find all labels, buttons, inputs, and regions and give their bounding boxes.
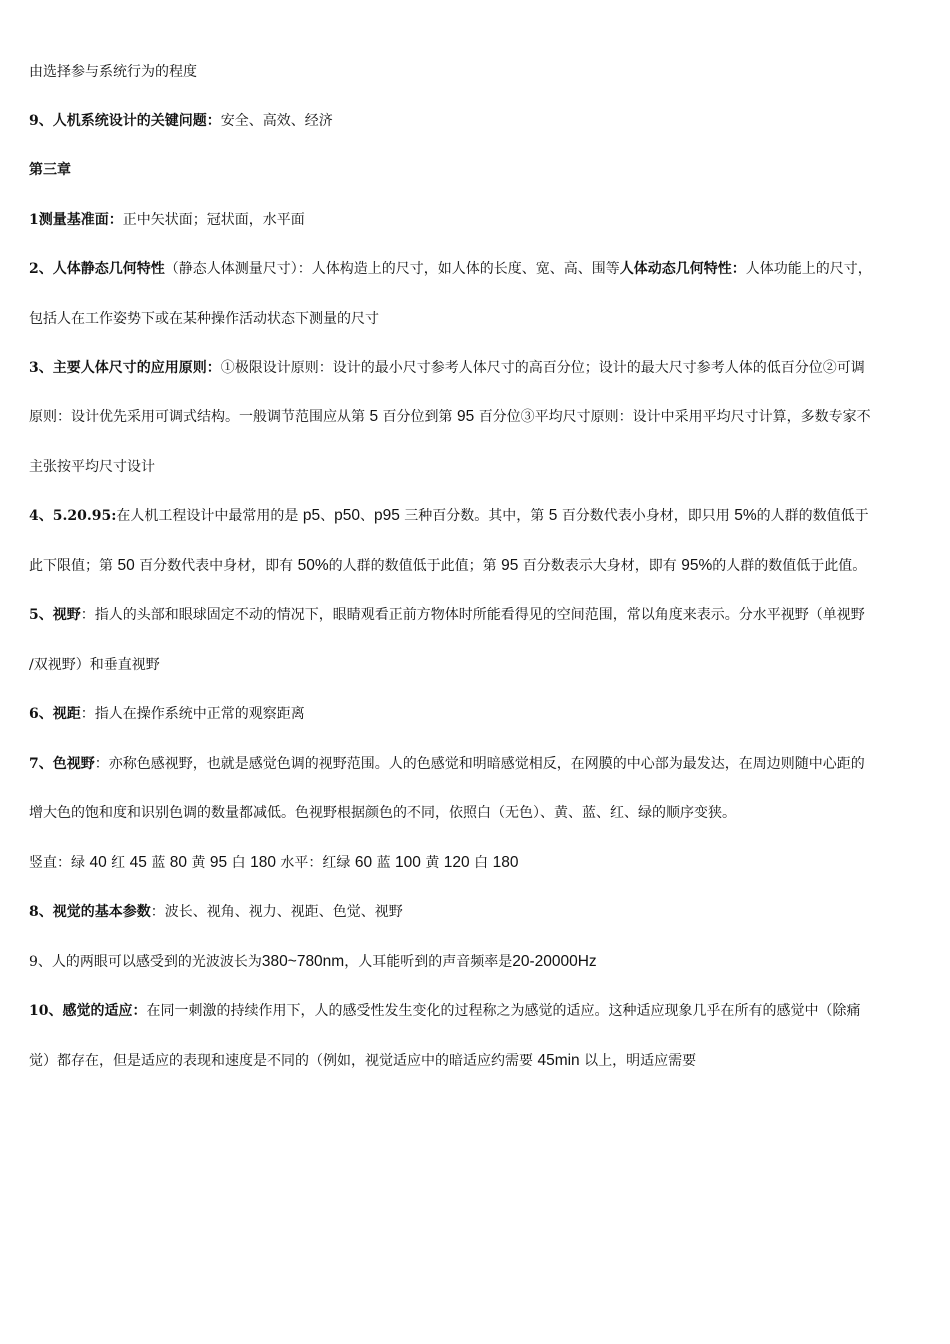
text-segment: 百分位到第 xyxy=(382,409,453,425)
heading-label: 4、5.20.95: xyxy=(29,508,117,524)
heading-label: 7、色视野 xyxy=(29,756,95,772)
text-segment: ：指人在操作系统中正常的观察距离 xyxy=(80,706,305,722)
number-value: 95% xyxy=(681,557,713,574)
text-segment: 在同一刺激的持续作用下，人的感受性发生变化的过程称之为感觉的适应。这种适应现象几乎在所有的感觉中（除痛 xyxy=(146,1003,861,1019)
text-segment: 增大色的饱和度和识别色调的数量都减低。色视野根据颜色的不同，依照白（无色）、黄、蓝、红、绿的顺序变狭。 xyxy=(29,805,736,821)
text-segment: 黄 xyxy=(191,855,206,871)
text-line xyxy=(29,754,929,774)
heading-label: 8、视觉的基本参数 xyxy=(29,904,151,920)
text-line xyxy=(29,952,929,972)
text-segment: ，人耳能听到的声音频率是 xyxy=(344,954,513,970)
number-value: 95 xyxy=(501,557,519,574)
text-segment: 人体功能上的尺寸， xyxy=(745,261,872,277)
number-value: 380~780nm xyxy=(261,953,345,970)
number-value: 80 xyxy=(169,854,188,871)
number-value: 40 xyxy=(89,854,107,871)
text-segment: ：波长、视角、视力、视距、色觉、视野 xyxy=(150,904,403,920)
number-value: 95 xyxy=(456,408,475,425)
text-segment: 由选择参与系统行为的程度 xyxy=(29,64,197,80)
heading-label: 2、人体静态几何特性 xyxy=(29,261,165,277)
number-value: 50 xyxy=(117,557,135,574)
number-value: 5% xyxy=(734,507,757,524)
heading-label: 9、人机系统设计的关键问题： xyxy=(29,113,221,129)
text-segment: 百分位③平均尺寸原则：设计中采用平均尺寸计算，多数专家不 xyxy=(478,409,871,425)
text-segment: 觉）都存在，但是适应的表现和速度是不同的（例如，视觉适应中的暗适应约需要 xyxy=(29,1053,533,1069)
text-segment: 百分数代表小身材，即只用 xyxy=(561,508,730,524)
text-segment: 此下限值；第 xyxy=(29,558,113,574)
text-line xyxy=(29,210,929,230)
number-value: 180 xyxy=(492,854,519,871)
text-line xyxy=(29,902,929,922)
text-segment: 百分数代表中身材，即有 xyxy=(139,558,294,574)
chapter-heading xyxy=(29,160,929,180)
text-segment: 百分数表示大身材，即有 xyxy=(522,558,677,574)
text-segment: 的人群的数值低于此值。 xyxy=(712,558,867,574)
text-segment: ：亦称色感视野，也就是感觉色调的视野范围。人的色感觉和明暗感觉相反，在网膜的中心部为最发达，在周边则随中心距的 xyxy=(94,756,865,772)
number-value: 50% xyxy=(297,557,329,574)
text-segment: 白 xyxy=(231,855,246,871)
number-value: p5 xyxy=(302,507,321,524)
text-segment: ：指人的头部和眼球固定不动的情况下，眼睛观看正前方物体时所能看得见的空间范围，常以角度来表示。分水平视野（单视野 xyxy=(80,607,865,623)
text-segment: 9、人的两眼可以感受到的光波波长为 xyxy=(29,954,262,970)
text-segment: 竖直：绿 xyxy=(29,855,85,871)
text-line xyxy=(29,803,929,823)
number-value: 120 xyxy=(443,854,470,871)
text-segment: 水平：红绿 xyxy=(280,855,351,871)
text-segment: 蓝 xyxy=(376,855,391,871)
text-line xyxy=(29,259,929,279)
text-line xyxy=(29,1051,929,1071)
text-line xyxy=(29,1001,929,1021)
text-segment: （静态人体测量尺寸）：人体构造上的尺寸，如人体的长度、宽、高、围等 xyxy=(164,261,620,277)
text-segment: 主张按平均尺寸设计 xyxy=(29,459,155,475)
number-value: 5 xyxy=(369,408,379,425)
text-line xyxy=(29,358,929,378)
text-segment: 、 xyxy=(320,508,335,524)
number-value: 100 xyxy=(395,854,421,871)
text-line xyxy=(29,556,929,576)
heading-label: 6、视距 xyxy=(29,706,81,722)
text-line xyxy=(29,853,929,873)
heading-label: 第三章 xyxy=(29,162,71,178)
number-value: 45min xyxy=(537,1052,580,1069)
heading-label: 3、主要人体尺寸的应用原则： xyxy=(29,360,221,376)
number-value: 20-20000Hz xyxy=(512,953,597,970)
text-segment: 在人机工程设计中最常用的是 xyxy=(116,508,299,524)
text-segment: /双视野）和垂直视野 xyxy=(29,657,160,673)
text-segment: 红 xyxy=(111,855,126,871)
text-line xyxy=(29,309,929,329)
number-value: p95 xyxy=(373,507,400,524)
number-value: 5 xyxy=(548,507,558,524)
number-value: 45 xyxy=(129,854,147,871)
text-line xyxy=(29,62,929,82)
text-segment: 蓝 xyxy=(151,855,166,871)
text-segment: 、 xyxy=(359,508,374,524)
number-value: p50 xyxy=(334,507,360,524)
text-segment: 正中矢状面；冠状面，水平面 xyxy=(122,212,305,228)
heading-label: 1测量基准面： xyxy=(29,212,123,228)
text-line xyxy=(29,655,929,675)
text-line xyxy=(29,457,929,477)
text-segment: 白 xyxy=(474,855,489,871)
text-segment: 安全、高效、经济 xyxy=(220,113,333,129)
text-segment: 以上，明适应需要 xyxy=(584,1053,697,1069)
text-line xyxy=(29,111,929,131)
text-segment: 三种百分数。其中，第 xyxy=(404,508,545,524)
heading-label: 10、感觉的适应： xyxy=(29,1003,147,1019)
text-segment: ①极限设计原则：设计的最小尺寸参考人体尺寸的高百分位；设计的最大尺寸参考人体的低百分位②可调 xyxy=(220,360,865,376)
number-value: 180 xyxy=(250,854,276,871)
inline-bold-label: 人体动态几何特性： xyxy=(619,261,746,277)
text-line xyxy=(29,605,929,625)
text-segment: 的人群的数值低于 xyxy=(756,508,869,524)
text-line xyxy=(29,407,929,427)
text-line xyxy=(29,704,929,724)
text-segment: 的人群的数值低于此值；第 xyxy=(328,558,497,574)
text-segment: 原则：设计优先采用可调式结构。一般调节范围应从第 xyxy=(29,409,365,425)
text-line xyxy=(29,506,929,526)
heading-label: 5、视野 xyxy=(29,607,81,623)
number-value: 95 xyxy=(209,854,228,871)
number-value: 60 xyxy=(354,854,373,871)
text-segment: 包括人在工作姿势下或在某种操作活动状态下测量的尺寸 xyxy=(29,311,379,327)
text-segment: 黄 xyxy=(425,855,440,871)
